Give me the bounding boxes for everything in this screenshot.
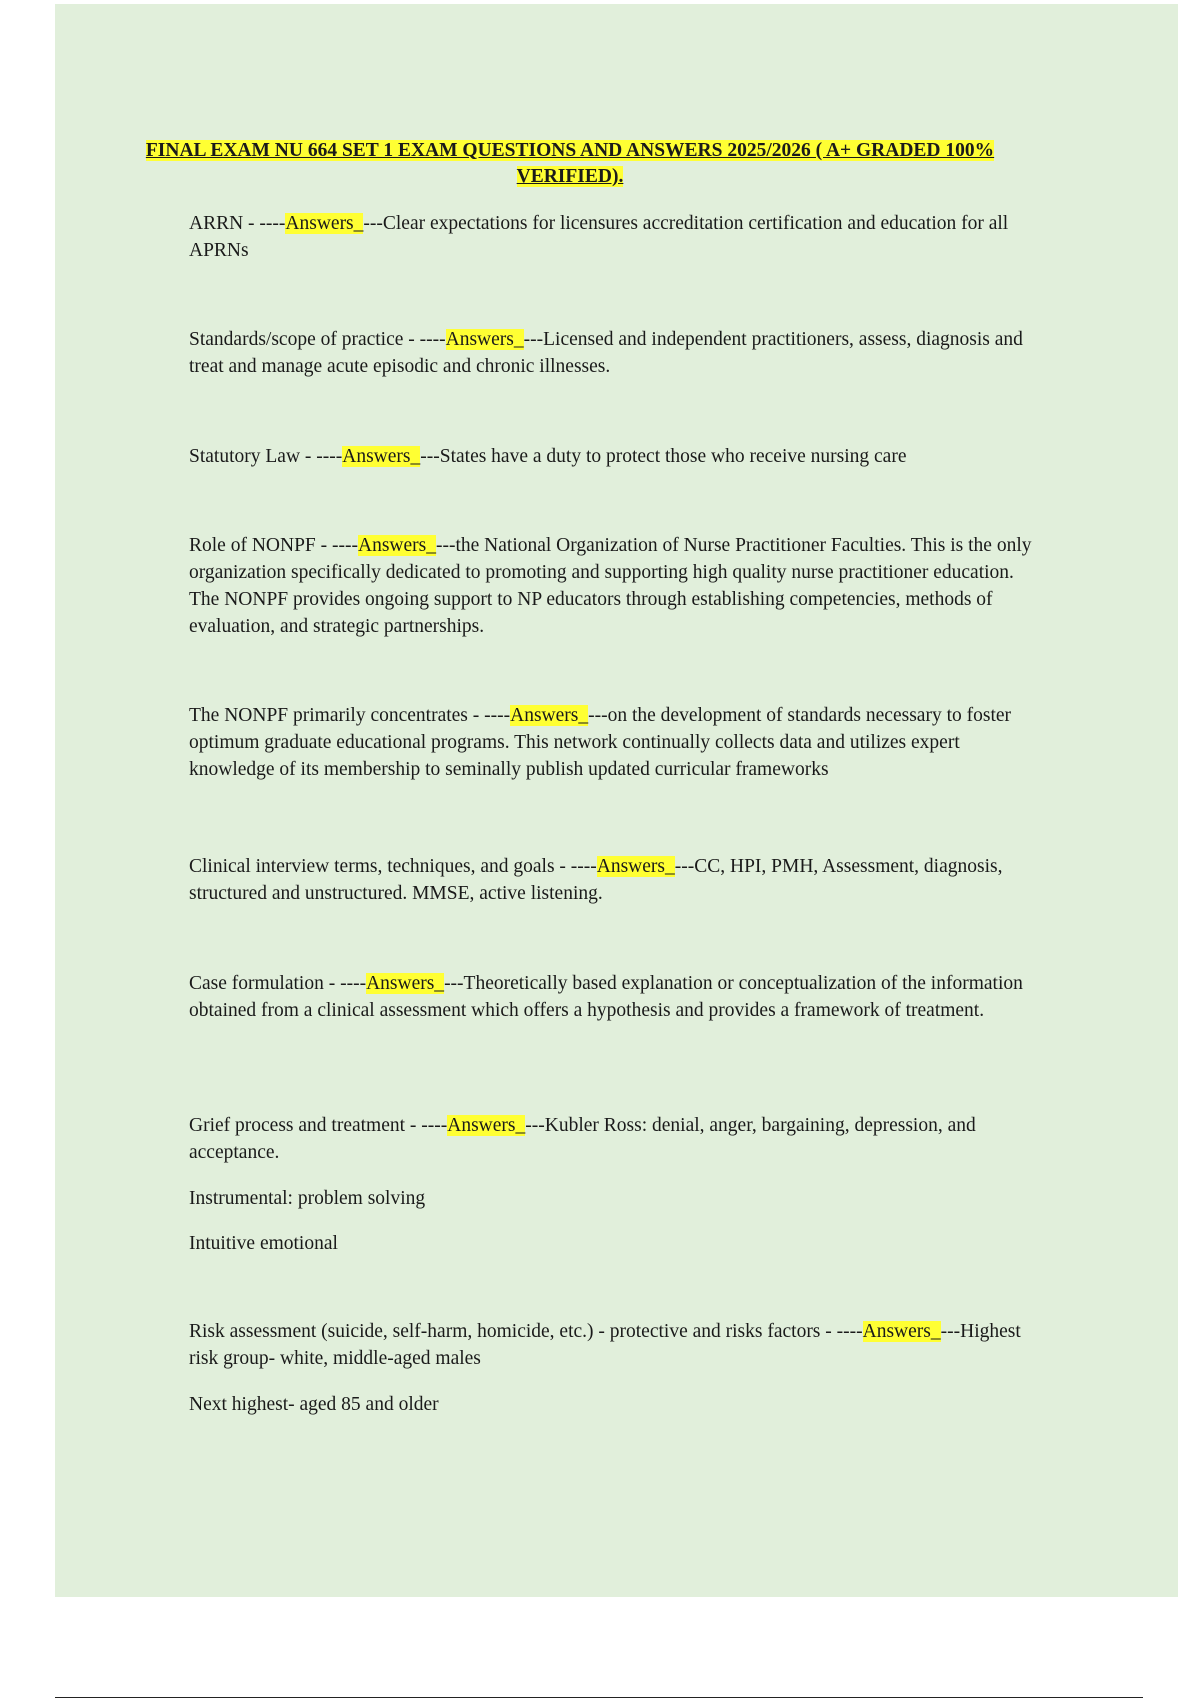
question-term: Statutory Law - ---- — [189, 446, 343, 467]
qa-extra-line: Instrumental: problem solving — [189, 1188, 426, 1209]
qa-extra-line: Intuitive emotional — [189, 1233, 338, 1254]
question-term: Case formulation - ---- — [189, 973, 367, 994]
qa-item — [189, 1112, 1044, 1166]
answer-text: ---States have a duty to protect those who receive nursing care — [420, 446, 907, 467]
question-term: ARRN - ---- — [189, 213, 286, 234]
answer-marker: Answers_ — [342, 446, 421, 467]
qa-item — [189, 210, 1044, 264]
answer-text: ---Theoretically based explanation or conceptualization of the information obtained from a clinical assessment which offers a hypothesis and provides a framework of treatment. — [189, 973, 1023, 1021]
answer-marker: Answers_ — [445, 329, 524, 350]
answer-text: ---CC, HPI, PMH, Assessment, diagnosis, structured and unstructured. MMSE, active listening. — [189, 856, 1003, 904]
answer-marker: Answers_ — [366, 973, 445, 994]
answer-text: ---on the development of standards necessary to foster optimum graduate educational programs. This network continually collects data and utilizes expert knowledge of its membership to seminally publish updated curricular frameworks — [189, 705, 1012, 780]
question-term: Risk assessment (suicide, self-harm, homicide, etc.) - protective and risks factors - ---- — [189, 1321, 863, 1342]
qa-extra-line: Next highest- aged 85 and older — [189, 1394, 439, 1415]
document-title-text: FINAL EXAM NU 664 SET 1 EXAM QUESTIONS AND ANSWERS 2025/2026 ( A+ GRADED 100% VERIFIED). — [145, 140, 995, 187]
question-term: Grief process and treatment - ---- — [189, 1115, 448, 1136]
answer-text: ---the National Organization of Nurse Practitioner Faculties. This is the only organization specifically dedicated to promoting and supporting high quality nurse practitioner education. The NONPF provides ongoing support to NP educators through establishing competencies, methods of evaluation, and strategic partnerships. — [189, 535, 1032, 637]
qa-item — [189, 326, 1044, 380]
qa-item — [189, 702, 1044, 783]
answer-text: ---Licensed and independent practitioners, assess, diagnosis and treat and manage acute episodic and chronic illnesses. — [189, 329, 1023, 377]
question-term: Clinical interview terms, techniques, and goals - ---- — [189, 856, 597, 877]
answer-marker: Answers_ — [510, 705, 589, 726]
answer-marker: Answers_ — [596, 856, 675, 877]
qa-item — [189, 970, 1044, 1024]
question-term: Standards/scope of practice - ---- — [189, 329, 446, 350]
answer-text: ---Highest risk group- white, middle-aged males — [189, 1321, 1021, 1369]
answer-marker: Answers_ — [447, 1115, 526, 1136]
answer-marker: Answers_ — [357, 535, 436, 556]
answer-text: ---Clear expectations for licensures accreditation certification and education for all APRNs — [189, 213, 1009, 261]
answer-text: ---Kubler Ross: denial, anger, bargaining, depression, and acceptance. — [189, 1115, 976, 1163]
question-term: The NONPF primarily concentrates - ---- — [189, 705, 511, 726]
qa-item — [189, 853, 1044, 907]
page-separator — [55, 1697, 1143, 1698]
answer-marker: Answers_ — [862, 1321, 941, 1342]
document-title — [130, 138, 1010, 190]
qa-item — [189, 532, 1044, 640]
qa-item — [189, 443, 1044, 470]
answer-marker: Answers_ — [285, 213, 364, 234]
qa-item — [189, 1318, 1044, 1372]
question-term: Role of NONPF - ---- — [189, 535, 358, 556]
